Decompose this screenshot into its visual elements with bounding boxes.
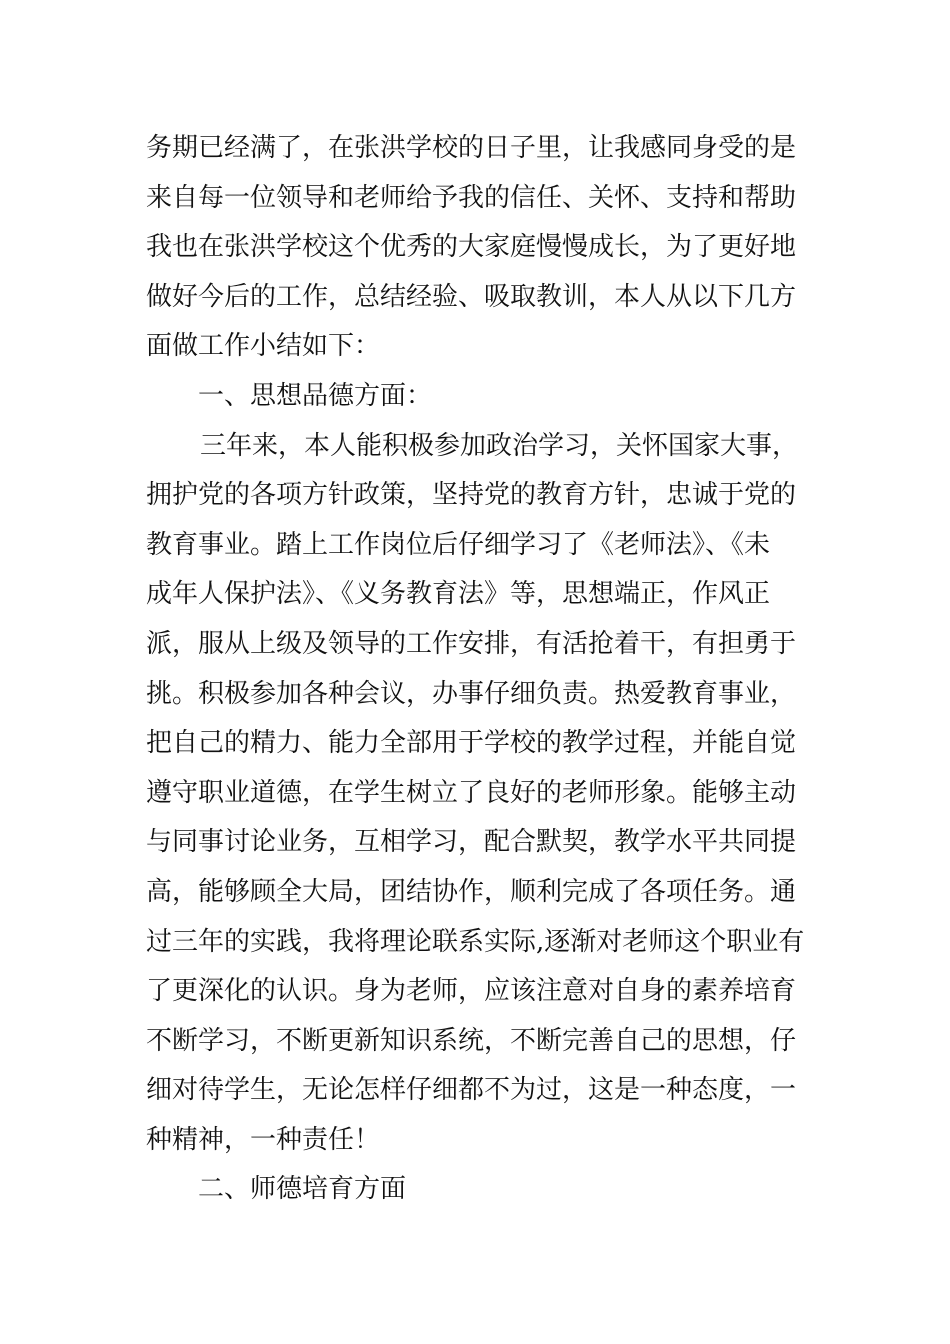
document-body (146, 124, 816, 1215)
text-line: 成年人保护法》、《义务教育法》等，思想端正，作风正 (146, 579, 771, 610)
text-line: 拥护党的各项方针政策，坚持党的教育方针，忠诚于党的 (146, 480, 797, 511)
text-line: 教育事业。踏上工作岗位后仔细学习了《老师法》、《未 (146, 529, 771, 560)
text-line: 来自每一位领导和老师给予我的信任、关怀、支持和帮助 (146, 182, 797, 213)
section-heading-2: 二、师德培育方面 (198, 1174, 407, 1205)
text-line: 遵守职业道德，在学生树立了良好的老师形象。能够主动 (146, 777, 797, 808)
text-line: 过三年的实践，我将理论联系实际,逐渐对老师这个职业有 (146, 926, 805, 957)
text-line: 做好今后的工作，总结经验、吸取教训，本人从以下几方 (146, 281, 797, 312)
text-line: 与同事讨论业务，互相学习，配合默契，教学水平共同提 (146, 827, 797, 858)
text-line: 不断学习，不断更新知识系统，不断完善自己的思想，仔 (146, 1025, 797, 1056)
text-line: 高，能够顾全大局，团结协作，顺利完成了各项任务。通 (146, 876, 797, 907)
text-line: 务期已经满了，在张洪学校的日子里，让我感同身受的是 (146, 133, 797, 163)
text-line: 派，服从上级及领导的工作安排，有活抢着干，有担勇于 (146, 628, 797, 659)
text-line: 细对待学生，无论怎样仔细都不为过，这是一种态度，一 (146, 1075, 797, 1106)
text-line: 面做工作小结如下： (146, 331, 381, 362)
paragraph-first-line: 三年来，本人能积极参加政治学习，关怀国家大事， (200, 430, 799, 461)
text-line: 了更深化的认识。身为老师，应该注意对自身的素养培育 (146, 976, 797, 1007)
text-line: 种精神，一种责任！ (146, 1124, 381, 1155)
text-line: 挑。积极参加各种会议，办事仔细负责。热爱教育事业， (146, 678, 797, 709)
text-line: 我也在张洪学校这个优秀的大家庭慢慢成长，为了更好地 (146, 232, 797, 263)
text-line: 把自己的精力、能力全部用于学校的教学过程，并能自觉 (146, 728, 797, 759)
section-heading-1: 一、思想品德方面： (198, 380, 433, 411)
